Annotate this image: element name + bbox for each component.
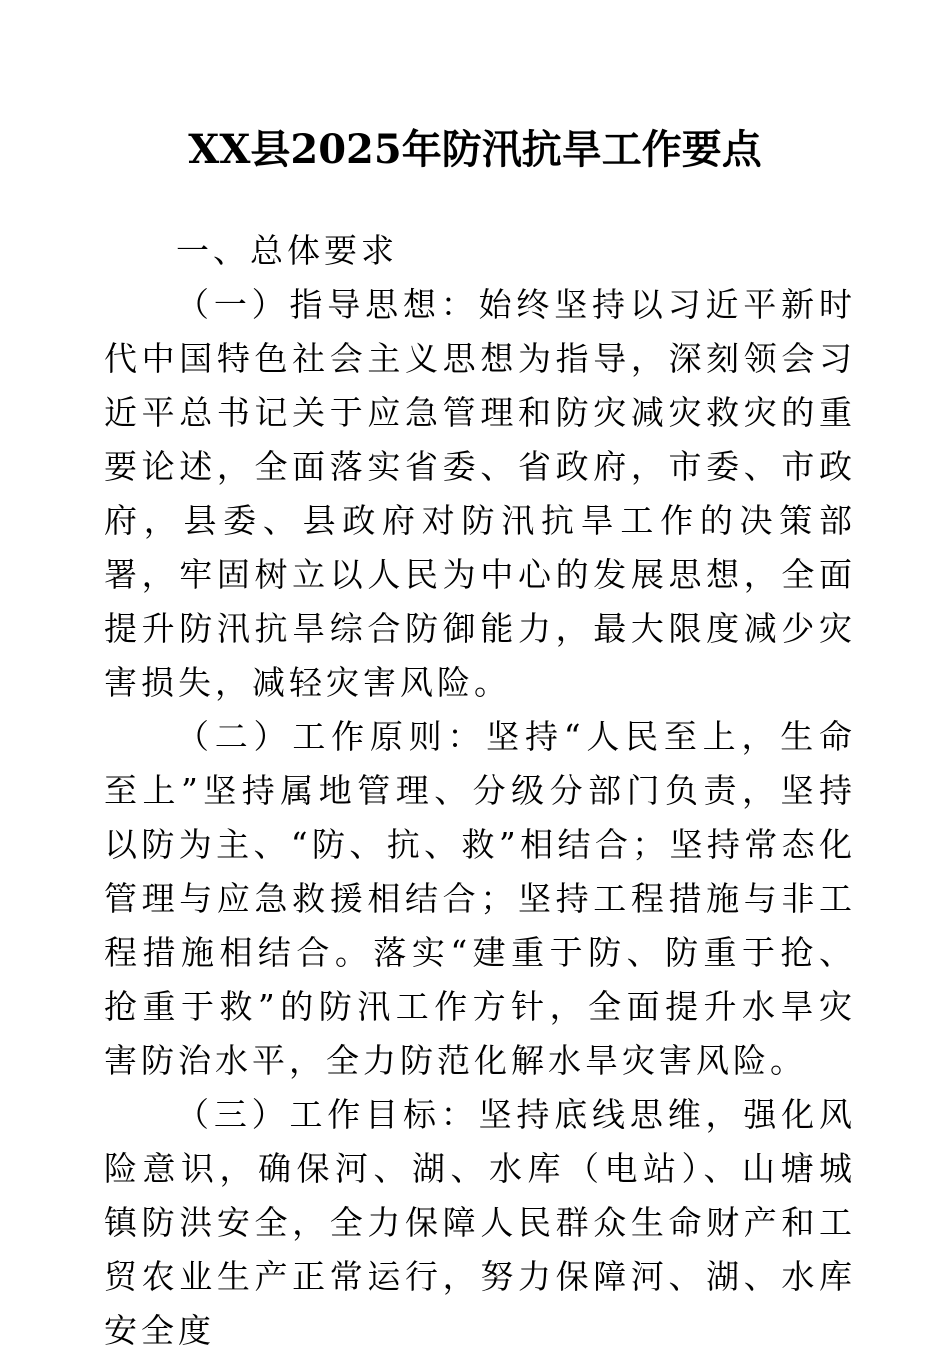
section-heading: 一、总体要求 [176, 231, 398, 270]
document-body [104, 224, 856, 1358]
document-title: XX县2025年防汛抗旱工作要点 [188, 126, 762, 173]
paragraph-work-principles: （二）工作原则：坚持“人民至上，生命至上”坚持属地管理、分级分部门负责，坚持以防为主、“防、抗、救”相结合；坚持常态化管理与应急救援相结合；坚持工程措施与非工程措施相结合。落实“建重于防、防重于抢、抢重于救”的防汛工作方针，全面提升水旱灾害防治水平，全力防范化解水旱灾害风险。 [104, 717, 856, 1080]
paragraph-work-goals: （三）工作目标：坚持底线思维，强化风险意识，确保河、湖、水库（电站）、山塘城镇防洪安全，全力保障人民群众生命财产和工贸农业生产正常运行，努力保障河、湖、水库安全度 [104, 1095, 856, 1350]
paragraph-guiding-thought: （一）指导思想：始终坚持以习近平新时代中国特色社会主义思想为指导，深刻领会习近平总书记关于应急管理和防灾减灾救灾的重要论述，全面落实省委、省政府，市委、市政府，县委、县政府对防汛抗旱工作的决策部署，牢固树立以人民为中心的发展思想，全面提升防汛抗旱综合防御能力，最大限度减少灾害损失，减轻灾害风险。 [104, 285, 856, 702]
